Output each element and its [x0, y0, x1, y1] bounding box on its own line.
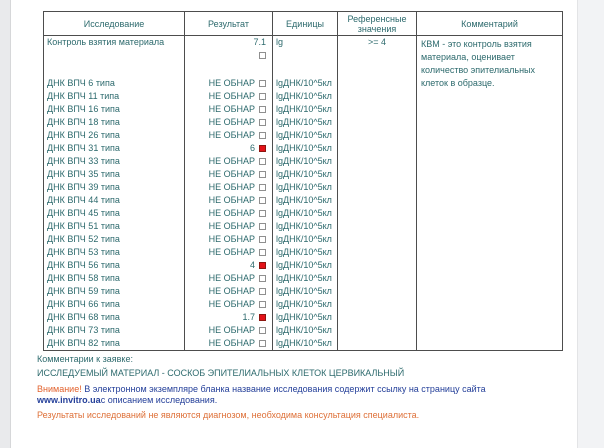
result-value: НЕ ОБНАР — [208, 129, 255, 140]
result-checkbox — [259, 223, 266, 230]
col-header-result: Результат — [185, 12, 273, 36]
test-reference: >= 4 — [338, 36, 417, 64]
test-result — [185, 207, 273, 220]
test-units: lgДНК/10^5кл — [273, 233, 338, 246]
col-header-reference: Референсные значения — [338, 12, 417, 36]
disclaimer-line: Результаты исследований не являются диагнозом, необходима консультация специалиста. — [37, 410, 420, 420]
test-name: ДНК ВПЧ 82 типа — [44, 337, 185, 351]
result-checkbox — [259, 158, 266, 165]
result-value: НЕ ОБНАР — [208, 207, 255, 218]
test-reference — [338, 220, 417, 233]
test-result — [185, 142, 273, 155]
test-reference — [338, 311, 417, 324]
test-name: ДНК ВПЧ 51 типа — [44, 220, 185, 233]
test-units: lgДНК/10^5кл — [273, 246, 338, 259]
test-result — [185, 129, 273, 142]
col-header-comment: Комментарий — [417, 12, 563, 36]
test-name: ДНК ВПЧ 26 типа — [44, 129, 185, 142]
test-result — [185, 233, 273, 246]
result-value: НЕ ОБНАР — [208, 103, 255, 114]
test-result — [185, 298, 273, 311]
test-units: lgДНК/10^5кл — [273, 77, 338, 90]
test-name: ДНК ВПЧ 53 типа — [44, 246, 185, 259]
test-name: ДНК ВПЧ 33 типа — [44, 155, 185, 168]
result-checkbox — [259, 262, 266, 269]
test-result — [185, 181, 273, 194]
result-value: 6 — [249, 142, 255, 153]
test-name: ДНК ВПЧ 11 типа — [44, 90, 185, 103]
result-checkbox — [259, 171, 266, 178]
result-value: НЕ ОБНАР — [208, 77, 255, 88]
test-units: lgДНК/10^5кл — [273, 194, 338, 207]
table-header-row — [44, 12, 563, 36]
result-checkbox — [259, 52, 266, 59]
test-reference — [338, 77, 417, 90]
test-name: ДНК ВПЧ 56 типа — [44, 259, 185, 272]
result-checkbox — [259, 106, 266, 113]
results-table — [43, 11, 563, 351]
result-value: НЕ ОБНАР — [208, 90, 255, 101]
test-units: lgДНК/10^5кл — [273, 207, 338, 220]
test-name: ДНК ВПЧ 58 типа — [44, 272, 185, 285]
test-name: ДНК ВПЧ 45 типа — [44, 207, 185, 220]
test-result — [185, 103, 273, 116]
test-result — [185, 285, 273, 298]
result-checkbox — [259, 327, 266, 334]
test-reference — [338, 181, 417, 194]
result-value: НЕ ОБНАР — [208, 155, 255, 166]
attention-text-suffix: с описанием исследования. — [100, 395, 218, 405]
test-reference — [338, 142, 417, 155]
material-line: ИССЛЕДУЕМЫЙ МАТЕРИАЛ - СОСКОБ ЭПИТЕЛИАЛЬНЫХ КЛЕТОК ЦЕРВИКАЛЬНЫЙ — [37, 368, 405, 378]
page-right-edge — [577, 0, 604, 448]
test-units: lgДНК/10^5кл — [273, 103, 338, 116]
test-result — [185, 90, 273, 103]
test-reference — [338, 298, 417, 311]
test-reference — [338, 103, 417, 116]
invitro-link[interactable]: www.invitro.ua — [37, 395, 101, 405]
test-name: ДНК ВПЧ 73 типа — [44, 324, 185, 337]
result-value: НЕ ОБНАР — [208, 168, 255, 179]
result-value: НЕ ОБНАР — [208, 116, 255, 127]
result-checkbox — [259, 119, 266, 126]
test-result — [185, 272, 273, 285]
test-reference — [338, 324, 417, 337]
test-result — [185, 246, 273, 259]
result-checkbox — [259, 210, 266, 217]
test-units: lgДНК/10^5кл — [273, 129, 338, 142]
test-name: ДНК ВПЧ 68 типа — [44, 311, 185, 324]
test-units: lgДНК/10^5кл — [273, 272, 338, 285]
test-units: lgДНК/10^5кл — [273, 324, 338, 337]
test-reference — [338, 194, 417, 207]
test-units: lgДНК/10^5кл — [273, 116, 338, 129]
col-header-test: Исследование — [44, 12, 185, 36]
test-reference — [338, 246, 417, 259]
test-reference — [338, 272, 417, 285]
attention-text: В электронном экземпляре бланка название исследования содержит ссылку на страницу сайта — [81, 384, 486, 394]
result-value: НЕ ОБНАР — [208, 337, 255, 348]
result-value: 4 — [249, 259, 255, 270]
test-reference — [338, 168, 417, 181]
test-name: ДНК ВПЧ 44 типа — [44, 194, 185, 207]
test-name: ДНК ВПЧ 52 типа — [44, 233, 185, 246]
result-checkbox — [259, 145, 266, 152]
result-checkbox — [259, 236, 266, 243]
page-left-edge — [0, 0, 11, 448]
control-row — [44, 36, 563, 64]
test-result — [185, 337, 273, 351]
result-checkbox — [259, 340, 266, 347]
test-reference — [338, 207, 417, 220]
test-units: lgДНК/10^5кл — [273, 142, 338, 155]
result-checkbox — [259, 80, 266, 87]
result-checkbox — [259, 275, 266, 282]
result-value: НЕ ОБНАР — [208, 272, 255, 283]
result-checkbox — [259, 301, 266, 308]
test-reference — [338, 155, 417, 168]
test-units: lgДНК/10^5кл — [273, 337, 338, 351]
test-result — [185, 116, 273, 129]
test-units: lgДНК/10^5кл — [273, 168, 338, 181]
test-reference — [338, 90, 417, 103]
test-result — [185, 36, 273, 64]
test-units: lgДНК/10^5кл — [273, 90, 338, 103]
test-result — [185, 259, 273, 272]
result-checkbox — [259, 288, 266, 295]
test-result — [185, 220, 273, 233]
result-value: 7.1 — [253, 37, 266, 47]
request-comments-label: Комментарии к заявке: — [37, 354, 133, 364]
result-value: НЕ ОБНАР — [208, 324, 255, 335]
test-reference — [338, 337, 417, 351]
test-name: ДНК ВПЧ 35 типа — [44, 168, 185, 181]
result-value: НЕ ОБНАР — [208, 285, 255, 296]
test-reference — [338, 259, 417, 272]
result-checkbox — [259, 197, 266, 204]
test-units: lgДНК/10^5кл — [273, 285, 338, 298]
result-checkbox — [259, 249, 266, 256]
test-result — [185, 194, 273, 207]
test-result — [185, 311, 273, 324]
test-name: ДНК ВПЧ 66 типа — [44, 298, 185, 311]
test-result — [185, 77, 273, 90]
test-units: lgДНК/10^5кл — [273, 155, 338, 168]
test-units: lgДНК/10^5кл — [273, 259, 338, 272]
test-name: ДНК ВПЧ 31 типа — [44, 142, 185, 155]
attention-label: Внимание! — [37, 384, 82, 394]
test-reference — [338, 129, 417, 142]
test-result — [185, 168, 273, 181]
result-checkbox — [259, 93, 266, 100]
result-checkbox — [259, 132, 266, 139]
test-name: ДНК ВПЧ 18 типа — [44, 116, 185, 129]
result-value: 1.7 — [242, 311, 255, 322]
test-name: ДНК ВПЧ 6 типа — [44, 77, 185, 90]
test-reference — [338, 285, 417, 298]
test-reference — [338, 233, 417, 246]
test-name: ДНК ВПЧ 39 типа — [44, 181, 185, 194]
test-result — [185, 155, 273, 168]
result-value: НЕ ОБНАР — [208, 298, 255, 309]
test-units: lgДНК/10^5кл — [273, 298, 338, 311]
test-name: ДНК ВПЧ 59 типа — [44, 285, 185, 298]
result-value: НЕ ОБНАР — [208, 246, 255, 257]
result-value: НЕ ОБНАР — [208, 181, 255, 192]
lab-report — [43, 11, 563, 351]
test-units: lgДНК/10^5кл — [273, 220, 338, 233]
result-value: НЕ ОБНАР — [208, 220, 255, 231]
test-units: lg — [273, 36, 338, 64]
test-result — [185, 324, 273, 337]
test-units: lgДНК/10^5кл — [273, 181, 338, 194]
result-value: НЕ ОБНАР — [208, 233, 255, 244]
attention-notice — [37, 384, 577, 406]
result-value: НЕ ОБНАР — [208, 194, 255, 205]
result-checkbox — [259, 184, 266, 191]
test-units: lgДНК/10^5кл — [273, 311, 338, 324]
test-name: Контроль взятия материала — [44, 36, 185, 64]
result-checkbox — [259, 314, 266, 321]
col-header-units: Единицы — [273, 12, 338, 36]
comment-cell: КВМ - это контроль взятия материала, оценивает количество эпителиальных клеток в образце. — [417, 36, 563, 351]
test-name: ДНК ВПЧ 16 типа — [44, 103, 185, 116]
test-reference — [338, 116, 417, 129]
